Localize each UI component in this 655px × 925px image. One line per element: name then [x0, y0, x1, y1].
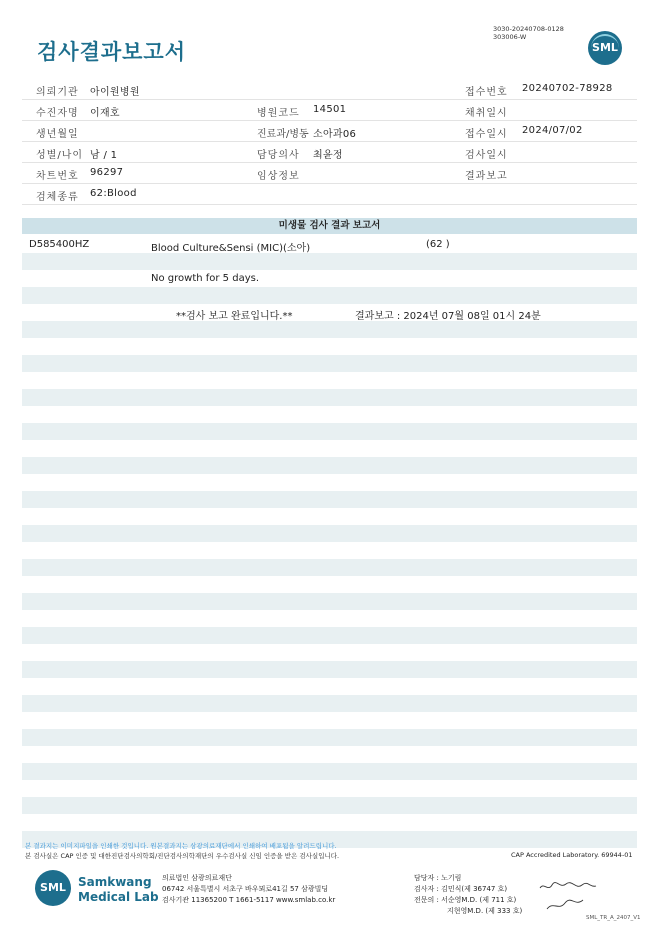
info-label: 담당의사 — [257, 150, 300, 161]
result-stripe — [22, 491, 637, 508]
brand-name-line-2: Medical Lab — [78, 890, 159, 904]
test-name: Blood Culture&Sensi (MIC)(소아) — [151, 243, 311, 254]
result-stripe — [22, 389, 637, 406]
staff-specialist-1: 전문의 : 서순영M.D. (제 711 호) — [414, 896, 517, 904]
info-value: 소아과06 — [313, 129, 357, 140]
report-complete-message: **검사 보고 완료입니다.** — [176, 311, 293, 322]
info-value: 20240702-78928 — [522, 83, 613, 94]
info-label: 성별/나이 — [36, 150, 84, 161]
info-row — [22, 163, 637, 184]
info-value: 이재호 — [90, 108, 120, 119]
info-label: 임상정보 — [257, 171, 300, 182]
info-label: 병원코드 — [257, 108, 300, 119]
test-specimen-ref: (62 ) — [426, 239, 450, 250]
result-stripe — [22, 729, 637, 746]
info-label: 의뢰기관 — [36, 87, 79, 98]
result-stripe — [22, 797, 637, 814]
brand-name-line-1: Samkwang — [78, 875, 152, 889]
accreditation-notice: 본 검사실은 CAP 인증 및 대한진단검사의학회/진단검사의학재단의 우수검사실 신임 인증을 받은 검사실입니다. — [25, 852, 340, 860]
info-label: 수진자명 — [36, 108, 79, 119]
info-label: 차트번호 — [36, 171, 79, 182]
info-row — [22, 79, 637, 100]
info-value: 최윤정 — [313, 150, 343, 161]
staff-examiner: 검사자 : 김민식(제 36747 호) — [414, 885, 508, 893]
result-stripe — [22, 661, 637, 678]
cap-accreditation: CAP Accredited Laboratory. 69944-01 — [511, 851, 633, 859]
org-name: 의료법인 삼광의료재단 — [162, 874, 232, 882]
result-stripe — [22, 355, 637, 372]
result-stripe — [22, 695, 637, 712]
info-value: 14501 — [313, 104, 347, 115]
result-stripe — [22, 457, 637, 474]
specialist-signature — [545, 897, 585, 913]
info-label: 접수번호 — [465, 87, 508, 98]
logo-arc-icon — [591, 34, 619, 62]
info-value: 남 / 1 — [90, 150, 118, 161]
report-time: 결과보고 : 2024년 07월 08일 01시 24분 — [355, 311, 541, 322]
document-code-1: 3030-20240708-0128 — [493, 25, 564, 33]
result-stripe — [22, 287, 637, 304]
info-value: 아이원병원 — [90, 87, 140, 98]
info-row — [22, 184, 637, 205]
form-code: SML_TR_A_2407_V1 — [586, 915, 641, 921]
info-row — [22, 142, 637, 163]
document-title: 검사결과보고서 — [37, 40, 187, 64]
result-stripe — [22, 763, 637, 780]
sml-logo-top — [588, 31, 622, 65]
info-value: 96297 — [90, 167, 124, 178]
info-label: 진료과/병동 — [257, 129, 309, 140]
info-label: 채취일시 — [465, 108, 508, 119]
document-code-2: 303006-W — [493, 33, 527, 41]
info-label: 생년월일 — [36, 129, 79, 140]
info-label: 검사일시 — [465, 150, 508, 161]
info-label: 결과보고 — [465, 171, 508, 182]
info-value: 62:Blood — [90, 188, 137, 199]
result-stripe — [22, 253, 637, 270]
result-stripe — [22, 525, 637, 542]
result-section-title: 미생물 검사 결과 보고서 — [22, 218, 637, 234]
info-row — [22, 100, 637, 121]
info-label: 검체종류 — [36, 192, 79, 203]
result-stripe — [22, 559, 637, 576]
staff-specialist-2: 지현영M.D. (제 333 호) — [447, 907, 523, 915]
info-value: 2024/07/02 — [522, 125, 583, 136]
staff-in-charge: 담당자 : 노기림 — [414, 874, 462, 882]
org-contact: 검사기관 11365200 T 1661-5117 www.smlab.co.kr — [162, 896, 336, 904]
patient-info-table — [22, 79, 637, 205]
sml-logo-bottom: SML — [35, 870, 71, 906]
info-label: 접수일시 — [465, 129, 508, 140]
result-stripe — [22, 593, 637, 610]
image-print-notice: 본 결과지는 이미지파일을 인쇄한 것입니다. 원본결과지는 삼광의료재단에서 인쇄하여 배포됨을 알려드립니다. — [25, 842, 337, 850]
document-codes — [493, 25, 564, 41]
info-row — [22, 121, 637, 142]
org-address: 06742 서울특별시 서초구 바우뫼로41길 57 삼광빌딩 — [162, 885, 329, 893]
result-stripe — [22, 321, 637, 338]
examiner-signature — [538, 880, 598, 892]
result-stripe — [22, 423, 637, 440]
sml-logo-top-text: SML — [592, 41, 618, 54]
result-stripe — [22, 627, 637, 644]
test-code: D585400HZ — [29, 239, 90, 250]
result-finding: No growth for 5 days. — [151, 273, 260, 284]
